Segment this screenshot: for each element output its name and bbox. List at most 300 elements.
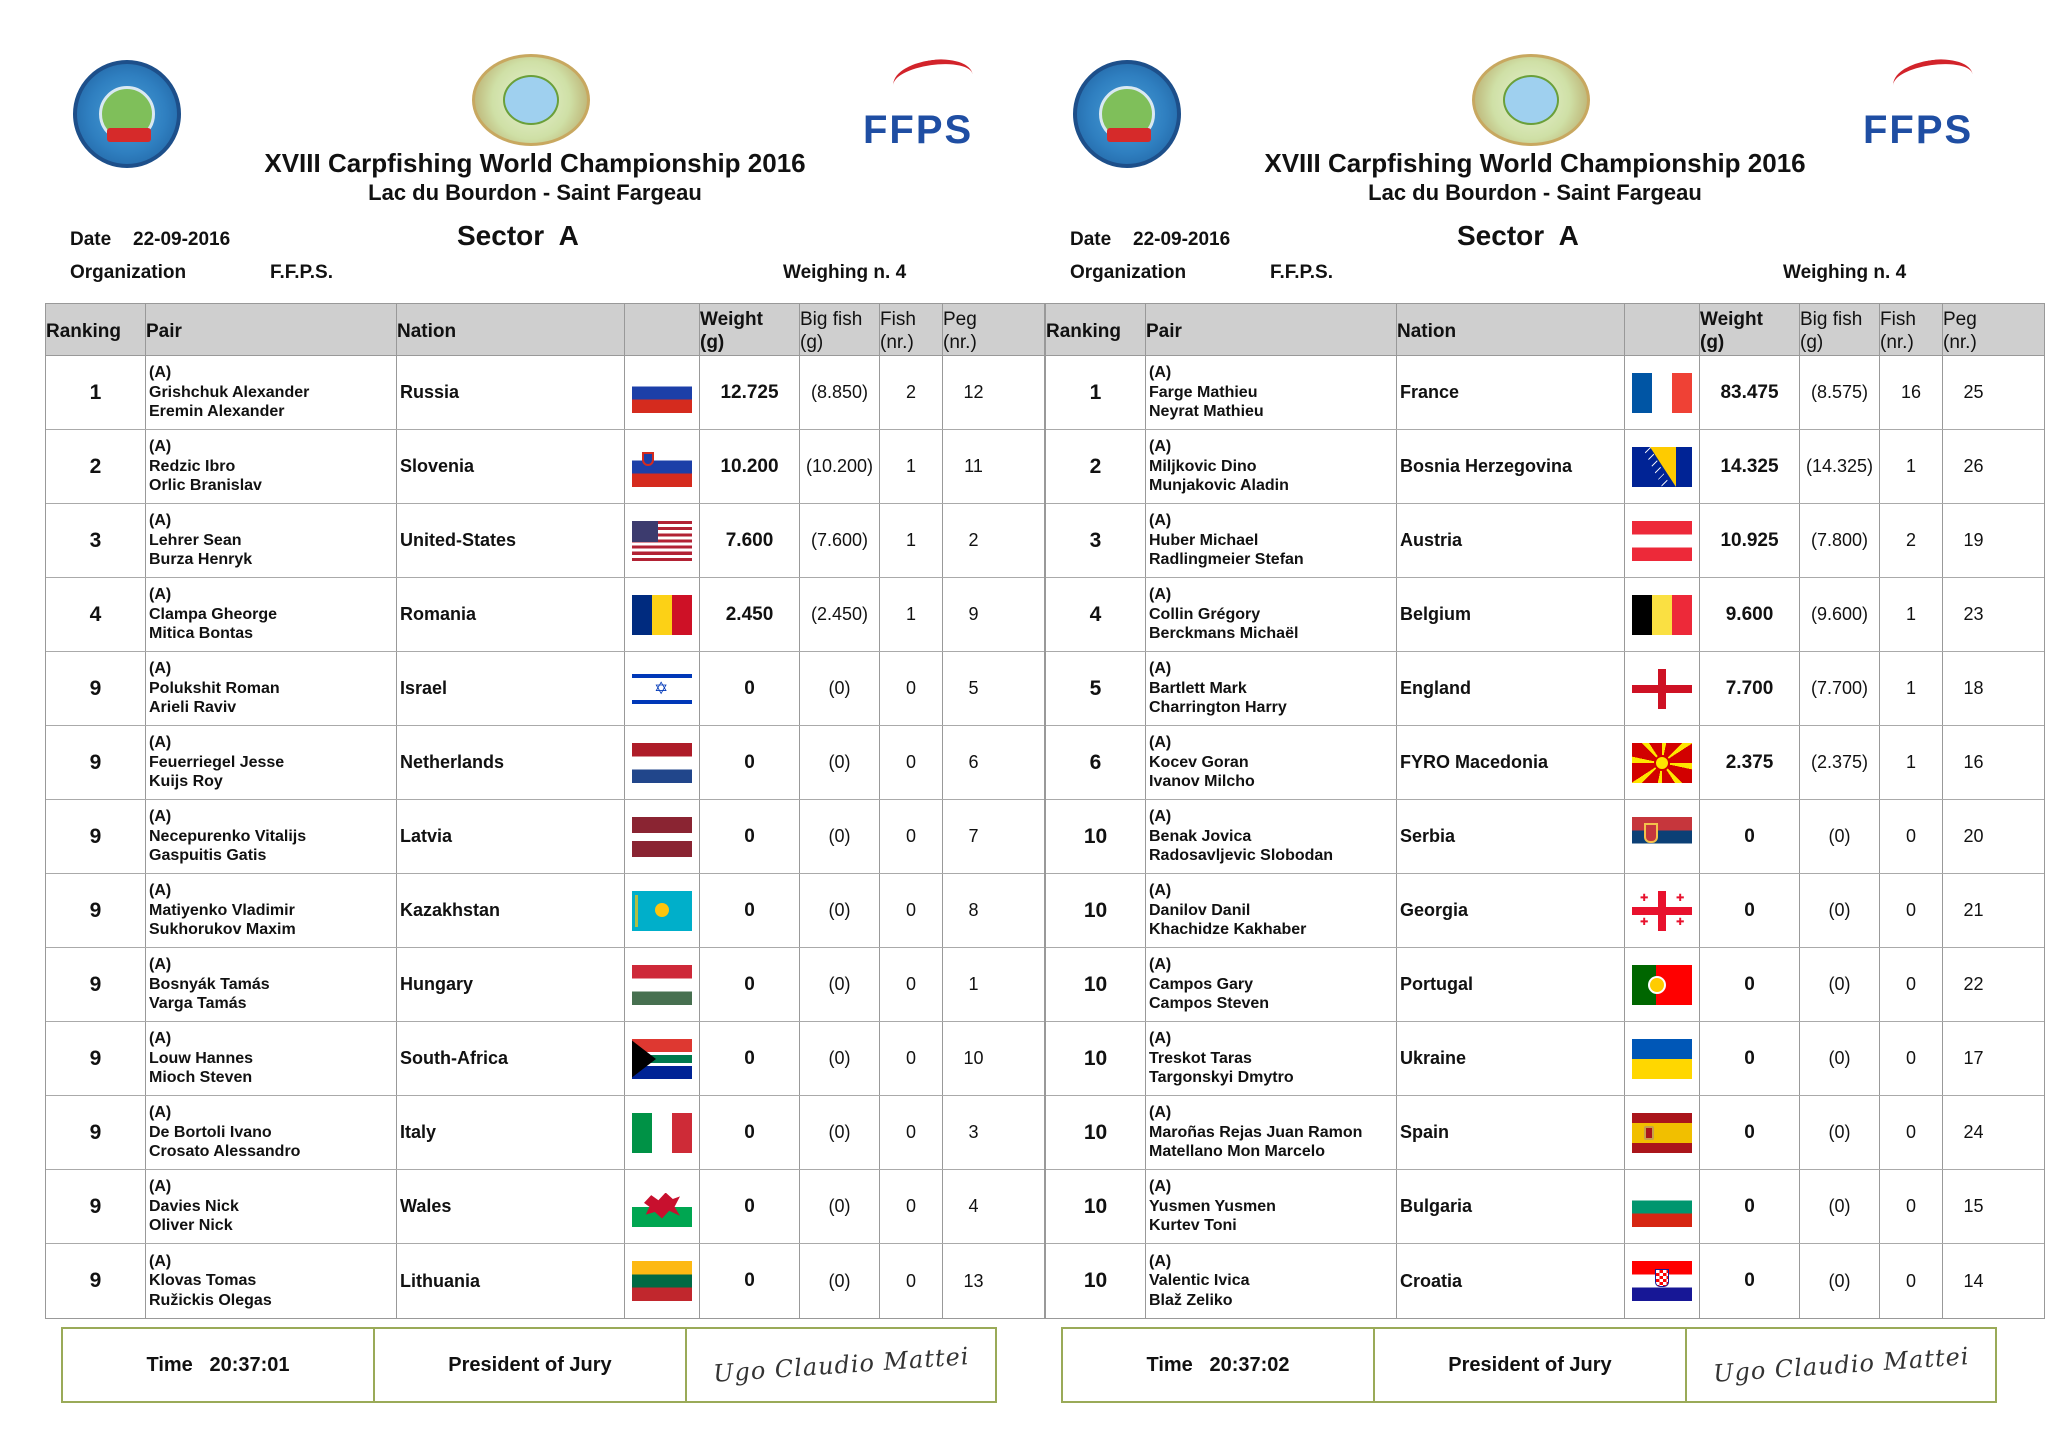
ranking-cell: 3 bbox=[1046, 504, 1146, 577]
flag-cell bbox=[1625, 356, 1700, 429]
lithuania-flag-icon bbox=[632, 1261, 692, 1301]
angler-1: Redzic Ibro bbox=[149, 457, 236, 475]
bigfish-cell: (8.850) bbox=[800, 356, 880, 429]
bigfish-cell: (8.575) bbox=[1800, 356, 1880, 429]
angler-1: Matiyenko Vladimir bbox=[149, 901, 295, 919]
ranking-cell: 6 bbox=[1046, 726, 1146, 799]
nation-cell: Serbia bbox=[1397, 800, 1625, 873]
group-label: (A) bbox=[149, 660, 172, 678]
angler-1: Lehrer Sean bbox=[149, 531, 242, 549]
table-row bbox=[1046, 1170, 2044, 1244]
weight-cell: 0 bbox=[700, 948, 800, 1021]
usa-flag-icon bbox=[632, 521, 692, 561]
angler-2: Oliver Nick bbox=[149, 1217, 233, 1235]
peg-cell: 10 bbox=[963, 1048, 984, 1068]
nation-cell: France bbox=[1397, 356, 1625, 429]
portugal-flag-icon bbox=[1632, 965, 1692, 1005]
flag-cell bbox=[625, 1170, 700, 1243]
pair-cell bbox=[146, 356, 397, 429]
organization-label: Organization bbox=[70, 262, 187, 283]
ukraine-flag-icon bbox=[1632, 1039, 1692, 1079]
angler-1: Collin Grégory bbox=[1149, 605, 1261, 623]
group-label: (A) bbox=[1149, 1252, 1172, 1270]
nation-cell: Georgia bbox=[1397, 874, 1625, 947]
pair-cell bbox=[146, 1096, 397, 1169]
group-label: (A) bbox=[149, 512, 172, 530]
bigfish-cell: (2.450) bbox=[800, 578, 880, 651]
nation-cell: England bbox=[1397, 652, 1625, 725]
kazakhstan-flag-icon bbox=[632, 891, 692, 931]
weight-cell: 0 bbox=[1700, 1244, 1800, 1318]
bigfish-cell: (14.325) bbox=[1800, 430, 1880, 503]
flag-cell bbox=[1625, 1022, 1700, 1095]
table-row bbox=[46, 1096, 1044, 1170]
ranking-cell: 9 bbox=[46, 1244, 146, 1318]
angler-1: Yusmen Yusmen bbox=[1149, 1197, 1276, 1215]
weight-cell: 2.450 bbox=[700, 578, 800, 651]
angler-2: Orlic Branislav bbox=[149, 477, 262, 495]
ranking-cell: 2 bbox=[1046, 430, 1146, 503]
table-row bbox=[1046, 504, 2044, 578]
table-body bbox=[46, 356, 1044, 1318]
angler-2: Neyrat Mathieu bbox=[1149, 403, 1264, 421]
flag-cell bbox=[625, 874, 700, 947]
peg-cell: 1 bbox=[968, 974, 979, 994]
peg-cell: 13 bbox=[963, 1270, 984, 1291]
angler-1: Farge Mathieu bbox=[1149, 383, 1258, 401]
pair-cell bbox=[1146, 800, 1397, 873]
peg-cell: 21 bbox=[1963, 900, 1984, 920]
ranking-cell: 10 bbox=[1046, 800, 1146, 873]
table-row bbox=[1046, 1096, 2044, 1170]
flag-cell bbox=[625, 1096, 700, 1169]
flag-cell bbox=[625, 1244, 700, 1318]
peg-cell: 25 bbox=[1963, 382, 1984, 402]
nation-cell: Belgium bbox=[1397, 578, 1625, 651]
fish-cell: 0 bbox=[880, 652, 943, 725]
table-row bbox=[1046, 1022, 2044, 1096]
group-label: (A) bbox=[149, 1030, 172, 1048]
fish-cell: 0 bbox=[1880, 800, 1943, 873]
header-flag bbox=[625, 304, 700, 355]
weight-cell: 10.200 bbox=[700, 430, 800, 503]
peg-cell: 12 bbox=[963, 382, 984, 402]
belgium-flag-icon bbox=[1632, 595, 1692, 635]
pair-cell bbox=[146, 430, 397, 503]
bigfish-cell: (7.800) bbox=[1800, 504, 1880, 577]
ranking-cell: 1 bbox=[1046, 356, 1146, 429]
date-label: Date bbox=[70, 229, 112, 250]
group-label: (A) bbox=[149, 734, 172, 752]
austria-flag-icon bbox=[1632, 521, 1692, 561]
peg-cell: 4 bbox=[968, 1196, 979, 1216]
weight-cell: 0 bbox=[700, 1096, 800, 1169]
bigfish-cell: (0) bbox=[800, 1096, 880, 1169]
header-weight: Weight (g) bbox=[1700, 304, 1800, 355]
signature: Ugo Claudio Mattei bbox=[712, 1342, 970, 1388]
france-2016-logo bbox=[1472, 54, 1590, 146]
weight-cell: 0 bbox=[700, 1022, 800, 1095]
bigfish-cell: (2.375) bbox=[1800, 726, 1880, 799]
ranking-cell: 9 bbox=[46, 1096, 146, 1169]
group-label: (A) bbox=[149, 1252, 172, 1270]
angler-2: Ružickis Olegas bbox=[149, 1291, 272, 1309]
header-nation: Nation bbox=[1397, 304, 1625, 355]
netherlands-flag-icon bbox=[632, 743, 692, 783]
peg-cell: 11 bbox=[964, 456, 983, 476]
results-sheet-right bbox=[1045, 0, 2045, 1447]
table-row bbox=[46, 726, 1044, 800]
spain-flag-icon bbox=[1632, 1113, 1692, 1153]
bigfish-cell: (7.700) bbox=[1800, 652, 1880, 725]
nation-cell: Latvia bbox=[397, 800, 625, 873]
flag-cell bbox=[1625, 504, 1700, 577]
weight-cell: 7.600 bbox=[700, 504, 800, 577]
angler-2: Kurtev Toni bbox=[1149, 1217, 1237, 1235]
angler-2: Sukhorukov Maxim bbox=[149, 921, 296, 939]
header-fish: Fish (nr.) bbox=[880, 304, 943, 355]
group-label: (A) bbox=[1149, 882, 1172, 900]
ranking-cell: 10 bbox=[1046, 874, 1146, 947]
president-label: President of Jury bbox=[1375, 1329, 1687, 1401]
flag-cell bbox=[625, 504, 700, 577]
table-row bbox=[46, 1170, 1044, 1244]
ffps-logo-text: FFPS bbox=[863, 108, 974, 152]
ranking-cell: 10 bbox=[1046, 1244, 1146, 1318]
angler-1: Treskot Taras bbox=[1149, 1049, 1252, 1067]
table-row bbox=[46, 578, 1044, 652]
footer-box bbox=[1061, 1327, 1997, 1403]
nation-cell: Slovenia bbox=[397, 430, 625, 503]
pair-cell bbox=[146, 1244, 397, 1318]
angler-1: Feuerriegel Jesse bbox=[149, 753, 285, 771]
nation-cell: Lithuania bbox=[397, 1244, 625, 1318]
results-sheet-left bbox=[45, 0, 1045, 1447]
peg-cell: 2 bbox=[968, 530, 979, 550]
ranking-cell: 9 bbox=[46, 652, 146, 725]
bigfish-cell: (0) bbox=[800, 726, 880, 799]
latvia-flag-icon bbox=[632, 817, 692, 857]
group-label: (A) bbox=[149, 586, 172, 604]
pair-cell bbox=[146, 948, 397, 1021]
weighing-number: Weighing n. 4 bbox=[783, 262, 907, 283]
peg-cell: 9 bbox=[968, 604, 979, 624]
date-value: 22-09-2016 bbox=[133, 229, 231, 250]
bigfish-cell: (0) bbox=[800, 1244, 880, 1318]
angler-2: Targonskyi Dmytro bbox=[1149, 1069, 1294, 1087]
president-label: President of Jury bbox=[375, 1329, 687, 1401]
fish-cell: 0 bbox=[880, 726, 943, 799]
angler-2: Kuijs Roy bbox=[149, 773, 223, 791]
angler-2: Gaspuitis Gatis bbox=[149, 847, 267, 865]
fish-cell: 0 bbox=[880, 1022, 943, 1095]
table-header bbox=[46, 304, 1044, 356]
bigfish-cell: (0) bbox=[800, 948, 880, 1021]
pair-cell bbox=[146, 504, 397, 577]
group-label: (A) bbox=[1149, 1030, 1172, 1048]
bosnia-flag-icon bbox=[1632, 447, 1692, 487]
results-table bbox=[45, 303, 1045, 1319]
nation-cell: South-Africa bbox=[397, 1022, 625, 1095]
nation-cell: Bulgaria bbox=[1397, 1170, 1625, 1243]
angler-1: Maroñas Rejas Juan Ramon bbox=[1149, 1123, 1363, 1141]
weight-cell: 2.375 bbox=[1700, 726, 1800, 799]
angler-2: Eremin Alexander bbox=[149, 403, 285, 421]
bulgaria-flag-icon bbox=[1632, 1187, 1692, 1227]
serbia-flag-icon bbox=[1632, 817, 1692, 857]
weight-cell: 0 bbox=[700, 874, 800, 947]
flag-cell bbox=[625, 800, 700, 873]
weight-cell: 0 bbox=[700, 1170, 800, 1243]
angler-1: Clampa Gheorge bbox=[149, 605, 278, 623]
angler-2: Blaž Zeliko bbox=[1149, 1291, 1233, 1309]
header-peg: Peg (nr.) bbox=[943, 309, 977, 353]
angler-1: Necepurenko Vitalijs bbox=[149, 827, 307, 845]
ranking-cell: 4 bbox=[46, 578, 146, 651]
table-row bbox=[1046, 800, 2044, 874]
weight-cell: 0 bbox=[1700, 1096, 1800, 1169]
ranking-cell: 9 bbox=[46, 726, 146, 799]
nation-cell: Portugal bbox=[1397, 948, 1625, 1021]
pair-cell bbox=[1146, 874, 1397, 947]
fish-cell: 0 bbox=[1880, 1170, 1943, 1243]
nation-cell: Bosnia Herzegovina bbox=[1397, 430, 1625, 503]
date-value: 22-09-2016 bbox=[1133, 229, 1231, 250]
fish-cell: 0 bbox=[880, 800, 943, 873]
table-row bbox=[1046, 948, 2044, 1022]
peg-cell: 20 bbox=[1963, 826, 1984, 846]
table-row bbox=[46, 430, 1044, 504]
nation-cell: Hungary bbox=[397, 948, 625, 1021]
slovenia-flag-icon bbox=[632, 447, 692, 487]
ranking-cell: 4 bbox=[1046, 578, 1146, 651]
weight-cell: 83.475 bbox=[1700, 356, 1800, 429]
angler-2: Berckmans Michaël bbox=[1149, 625, 1299, 643]
ffps-logo bbox=[1863, 58, 1993, 158]
group-label: (A) bbox=[1149, 1178, 1172, 1196]
peg-cell: 6 bbox=[968, 752, 979, 772]
flag-cell bbox=[1625, 800, 1700, 873]
group-label: (A) bbox=[1149, 438, 1172, 456]
weight-cell: 0 bbox=[700, 1244, 800, 1318]
weight-cell: 14.325 bbox=[1700, 430, 1800, 503]
angler-1: Louw Hannes bbox=[149, 1049, 254, 1067]
fish-cell: 0 bbox=[880, 1244, 943, 1318]
nation-cell: Netherlands bbox=[397, 726, 625, 799]
group-label: (A) bbox=[1149, 1104, 1172, 1122]
venue-subtitle: Lac du Bourdon - Saint Fargeau bbox=[368, 180, 702, 205]
fish-cell: 1 bbox=[1880, 430, 1943, 503]
fish-cell: 1 bbox=[880, 430, 943, 503]
bigfish-cell: (0) bbox=[800, 1170, 880, 1243]
italy-flag-icon bbox=[632, 1113, 692, 1153]
angler-2: Mioch Steven bbox=[149, 1069, 253, 1087]
pair-cell bbox=[146, 800, 397, 873]
ranking-cell: 9 bbox=[46, 1022, 146, 1095]
flag-cell bbox=[1625, 1096, 1700, 1169]
angler-1: Davies Nick bbox=[149, 1197, 239, 1215]
flag-cell bbox=[1625, 874, 1700, 947]
fish-cell: 0 bbox=[1880, 874, 1943, 947]
pair-cell bbox=[1146, 578, 1397, 651]
peg-cell: 26 bbox=[1963, 456, 1984, 476]
sector-title: Sector A bbox=[1457, 220, 1579, 251]
angler-1: De Bortoli Ivano bbox=[149, 1123, 272, 1141]
angler-2: Munjakovic Aladin bbox=[1149, 477, 1289, 495]
pair-cell bbox=[146, 1022, 397, 1095]
pair-cell bbox=[1146, 356, 1397, 429]
table-row bbox=[46, 504, 1044, 578]
weight-cell: 0 bbox=[700, 726, 800, 799]
group-label: (A) bbox=[1149, 808, 1172, 826]
weight-cell: 0 bbox=[1700, 948, 1800, 1021]
angler-2: Burza Henryk bbox=[149, 551, 253, 569]
bigfish-cell: (0) bbox=[1800, 1022, 1880, 1095]
angler-2: Campos Steven bbox=[1149, 995, 1270, 1013]
championship-title: XVIII Carpfishing World Championship 2016 bbox=[1264, 148, 1806, 178]
table-row bbox=[46, 1022, 1044, 1096]
peg-cell: 24 bbox=[1963, 1122, 1984, 1142]
angler-1: Valentic Ivica bbox=[1149, 1272, 1250, 1290]
fish-cell: 1 bbox=[1880, 652, 1943, 725]
header-bigfish: Big fish (g) bbox=[1800, 304, 1880, 355]
bigfish-cell: (10.200) bbox=[800, 430, 880, 503]
header-peg: Peg (nr.) bbox=[1943, 309, 1977, 353]
bigfish-cell: (0) bbox=[800, 800, 880, 873]
angler-1: Huber Michael bbox=[1149, 531, 1259, 549]
group-label: (A) bbox=[149, 1104, 172, 1122]
ranking-cell: 9 bbox=[46, 874, 146, 947]
championship-title: XVIII Carpfishing World Championship 2016 bbox=[264, 148, 806, 178]
pair-cell bbox=[1146, 1096, 1397, 1169]
nation-cell: Croatia bbox=[1397, 1244, 1625, 1318]
results-table bbox=[1045, 303, 2045, 1319]
weighing-number: Weighing n. 4 bbox=[1783, 262, 1907, 283]
peg-cell: 7 bbox=[968, 826, 979, 846]
table-row bbox=[46, 652, 1044, 726]
bigfish-cell: (0) bbox=[1800, 1170, 1880, 1243]
peg-cell: 23 bbox=[1963, 604, 1984, 624]
pair-cell bbox=[146, 874, 397, 947]
weight-cell: 12.725 bbox=[700, 356, 800, 429]
group-label: (A) bbox=[149, 882, 172, 900]
table-row bbox=[46, 1244, 1044, 1318]
angler-1: Benak Jovica bbox=[1149, 827, 1252, 845]
angler-2: Ivanov Milcho bbox=[1149, 773, 1255, 791]
ranking-cell: 3 bbox=[46, 504, 146, 577]
table-body bbox=[1046, 356, 2044, 1318]
fish-cell: 0 bbox=[880, 874, 943, 947]
angler-2: Khachidze Kakhaber bbox=[1149, 921, 1307, 939]
flag-cell bbox=[1625, 1244, 1700, 1318]
weight-cell: 0 bbox=[1700, 874, 1800, 947]
france-flag-icon bbox=[1632, 373, 1692, 413]
fish-cell: 16 bbox=[1880, 356, 1943, 429]
nation-cell: Kazakhstan bbox=[397, 874, 625, 947]
signature: Ugo Claudio Mattei bbox=[1712, 1342, 1970, 1388]
fish-cell: 0 bbox=[1880, 948, 1943, 1021]
group-label: (A) bbox=[149, 364, 172, 382]
weight-cell: 0 bbox=[1700, 1022, 1800, 1095]
group-label: (A) bbox=[1149, 956, 1172, 974]
angler-1: Danilov Danil bbox=[1149, 901, 1251, 919]
nation-cell: United-States bbox=[397, 504, 625, 577]
fish-cell: 1 bbox=[1880, 578, 1943, 651]
fish-cell: 2 bbox=[880, 356, 943, 429]
time-cell bbox=[63, 1329, 375, 1401]
flag-cell bbox=[625, 948, 700, 1021]
macedonia-flag-icon bbox=[1632, 743, 1692, 783]
flag-cell bbox=[1625, 652, 1700, 725]
header-pair: Pair bbox=[146, 304, 397, 355]
pair-cell bbox=[1146, 726, 1397, 799]
time-label: Time bbox=[1146, 1353, 1193, 1376]
date-label: Date bbox=[1070, 229, 1112, 250]
fish-cell: 0 bbox=[880, 1096, 943, 1169]
weight-cell: 0 bbox=[700, 800, 800, 873]
bigfish-cell: (0) bbox=[1800, 948, 1880, 1021]
bigfish-cell: (0) bbox=[1800, 874, 1880, 947]
time-label: Time bbox=[146, 1353, 193, 1376]
header-pair: Pair bbox=[1146, 304, 1397, 355]
flag-cell bbox=[1625, 578, 1700, 651]
group-label: (A) bbox=[1149, 734, 1172, 752]
nation-cell: Spain bbox=[1397, 1096, 1625, 1169]
nation-cell: Italy bbox=[397, 1096, 625, 1169]
angler-2: Radlingmeier Stefan bbox=[1149, 551, 1304, 569]
pair-cell bbox=[1146, 1170, 1397, 1243]
england-flag-icon bbox=[1632, 669, 1692, 709]
bigfish-cell: (0) bbox=[800, 1022, 880, 1095]
croatia-flag-icon bbox=[1632, 1261, 1692, 1301]
angler-1: Polukshit Roman bbox=[149, 679, 280, 697]
table-row bbox=[46, 874, 1044, 948]
ranking-cell: 10 bbox=[1046, 1096, 1146, 1169]
fish-cell: 2 bbox=[1880, 504, 1943, 577]
hungary-flag-icon bbox=[632, 965, 692, 1005]
group-label: (A) bbox=[149, 808, 172, 826]
fish-cell: 0 bbox=[1880, 1022, 1943, 1095]
organization-value: F.F.P.S. bbox=[1270, 262, 1334, 283]
angler-2: Mitica Bontas bbox=[149, 625, 254, 643]
pair-cell bbox=[146, 578, 397, 651]
weight-cell: 7.700 bbox=[1700, 652, 1800, 725]
georgia-flag-icon: ✚ ✚ ✚ ✚ bbox=[1632, 891, 1692, 931]
fish-cell: 0 bbox=[880, 1170, 943, 1243]
ranking-cell: 10 bbox=[1046, 1170, 1146, 1243]
ranking-cell: 9 bbox=[46, 800, 146, 873]
table-row bbox=[1046, 726, 2044, 800]
header-fish: Fish (nr.) bbox=[1880, 304, 1943, 355]
flag-cell bbox=[625, 652, 700, 725]
fish-cell: 1 bbox=[880, 578, 943, 651]
angler-1: Kocev Goran bbox=[1149, 753, 1249, 771]
ranking-cell: 10 bbox=[1046, 1022, 1146, 1095]
weight-cell: 9.600 bbox=[1700, 578, 1800, 651]
nation-cell: FYRO Macedonia bbox=[1397, 726, 1625, 799]
flag-cell bbox=[1625, 726, 1700, 799]
table-row bbox=[1046, 430, 2044, 504]
fish-cell: 0 bbox=[1880, 1244, 1943, 1318]
time-value: 20:37:02 bbox=[1209, 1353, 1290, 1376]
group-label: (A) bbox=[1149, 512, 1172, 530]
fish-cell: 0 bbox=[1880, 1096, 1943, 1169]
pair-cell bbox=[1146, 1244, 1397, 1318]
ranking-cell: 1 bbox=[46, 356, 146, 429]
table-row bbox=[1046, 874, 2044, 948]
flag-cell bbox=[625, 356, 700, 429]
romania-flag-icon bbox=[632, 595, 692, 635]
